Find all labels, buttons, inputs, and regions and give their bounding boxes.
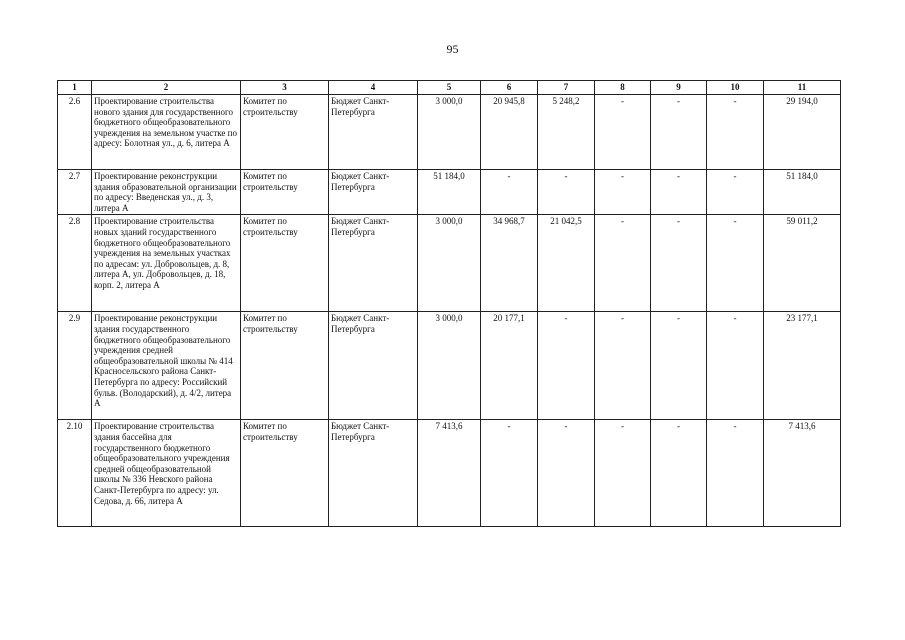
header-cell: 6 — [481, 81, 538, 95]
row-number: 2.8 — [58, 215, 92, 312]
row-number: 2.6 — [58, 95, 92, 170]
header-cell: 2 — [92, 81, 241, 95]
row-value-7: - — [538, 170, 595, 215]
row-executor: Комитет по строительству — [241, 170, 329, 215]
row-value-7: 21 042,5 — [538, 215, 595, 312]
row-source: Бюджет Санкт-Петербурга — [329, 312, 418, 420]
row-number: 2.9 — [58, 312, 92, 420]
row-value-7: - — [538, 312, 595, 420]
row-value-6: 34 968,7 — [481, 215, 538, 312]
header-row — [58, 81, 841, 95]
header-cell: 8 — [595, 81, 651, 95]
table-row — [58, 95, 841, 170]
row-executor: Комитет по строительству — [241, 420, 329, 527]
row-source: Бюджет Санкт-Петербурга — [329, 215, 418, 312]
row-value-10: - — [707, 215, 764, 312]
header-cell: 4 — [329, 81, 418, 95]
row-value-9: - — [651, 170, 707, 215]
row-executor: Комитет по строительству — [241, 215, 329, 312]
table-row — [58, 312, 841, 420]
row-name: Проектирование строительства новых зданий государственного бюджетного общеобразовательного учреждения на земельных участках по адресам: ул. Добровольцев, д. 8, литера А, ул. Добровольцев, д. 18, корп. 2, литера А — [92, 215, 241, 312]
row-number: 2.10 — [58, 420, 92, 527]
row-total: 23 177,1 — [764, 312, 841, 420]
row-executor: Комитет по строительству — [241, 312, 329, 420]
row-source: Бюджет Санкт-Петербурга — [329, 170, 418, 215]
row-total: 29 194,0 — [764, 95, 841, 170]
row-executor: Комитет по строительству — [241, 95, 329, 170]
row-value-9: - — [651, 95, 707, 170]
header-cell: 9 — [651, 81, 707, 95]
row-value-8: - — [595, 420, 651, 527]
table-row — [58, 215, 841, 312]
row-value-7: - — [538, 420, 595, 527]
table-row — [58, 420, 841, 527]
row-value-10: - — [707, 312, 764, 420]
row-source: Бюджет Санкт-Петербурга — [329, 95, 418, 170]
row-name: Проектирование строительства нового здания для государственного бюджетного общеобразовательного учреждения на земельном участке по адресу: Болотная ул., д. 6, литера А — [92, 95, 241, 170]
row-value-8: - — [595, 312, 651, 420]
header-cell: 7 — [538, 81, 595, 95]
page-number: 95 — [446, 42, 459, 56]
row-source: Бюджет Санкт-Петербурга — [329, 420, 418, 527]
row-value-5: 3 000,0 — [418, 312, 481, 420]
row-number: 2.7 — [58, 170, 92, 215]
row-total: 59 011,2 — [764, 215, 841, 312]
row-value-10: - — [707, 420, 764, 527]
row-value-9: - — [651, 312, 707, 420]
row-value-7: 5 248,2 — [538, 95, 595, 170]
row-value-5: 7 413,6 — [418, 420, 481, 527]
row-value-5: 51 184,0 — [418, 170, 481, 215]
budget-table — [57, 80, 841, 527]
row-total: 51 184,0 — [764, 170, 841, 215]
header-cell: 11 — [764, 81, 841, 95]
row-name: Проектирование реконструкции здания государственного бюджетного общеобразовательного учреждения средней общеобразовательной школы № 414 Красносельского района Санкт-Петербурга по адресу: Российский бульв. (Володарский), д. 4/2, литера А — [92, 312, 241, 420]
row-value-5: 3 000,0 — [418, 95, 481, 170]
row-name: Проектирование реконструкции здания образовательной организации по адресу: Введенская ул., д. 3, литера А — [92, 170, 241, 215]
table-row — [58, 170, 841, 215]
row-value-8: - — [595, 170, 651, 215]
header-cell: 1 — [58, 81, 92, 95]
row-value-6: 20 177,1 — [481, 312, 538, 420]
row-value-10: - — [707, 170, 764, 215]
row-value-6: 20 945,8 — [481, 95, 538, 170]
row-total: 7 413,6 — [764, 420, 841, 527]
header-cell: 5 — [418, 81, 481, 95]
row-value-6: - — [481, 420, 538, 527]
row-value-9: - — [651, 215, 707, 312]
row-name: Проектирование строительства здания бассейна для государственного бюджетного общеобразовательного учреждения средней общеобразовательной школы № 336 Невского района Санкт-Петербурга по адресу: ул. Седова, д. 66, литера А — [92, 420, 241, 527]
row-value-6: - — [481, 170, 538, 215]
row-value-9: - — [651, 420, 707, 527]
row-value-8: - — [595, 95, 651, 170]
header-cell: 10 — [707, 81, 764, 95]
row-value-10: - — [707, 95, 764, 170]
header-cell: 3 — [241, 81, 329, 95]
row-value-8: - — [595, 215, 651, 312]
row-value-5: 3 000,0 — [418, 215, 481, 312]
